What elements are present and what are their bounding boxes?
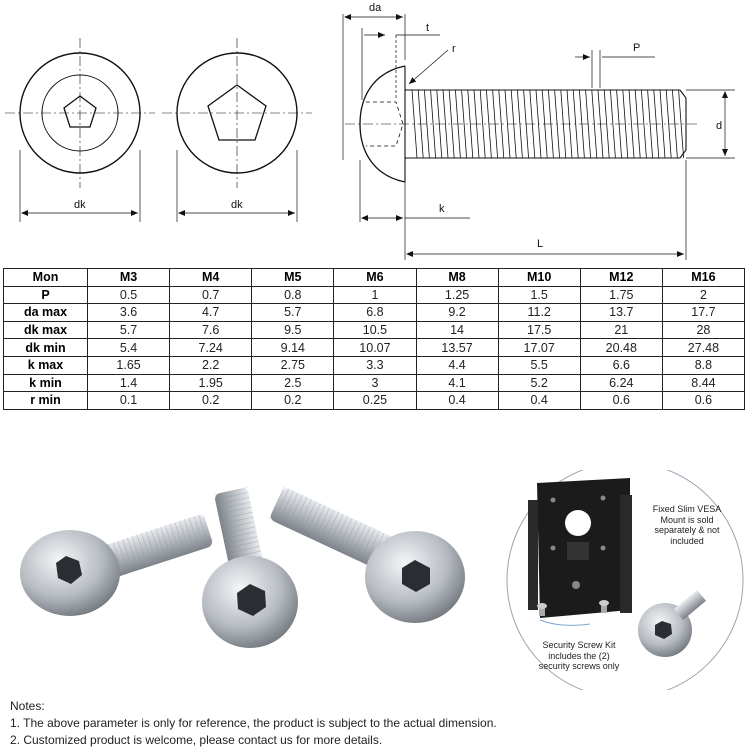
spec-cell: 2.5: [252, 374, 334, 392]
spec-cell: 9.14: [252, 339, 334, 357]
header-size: M5: [252, 269, 334, 287]
spec-cell: 13.7: [580, 304, 662, 322]
length-label: L: [537, 238, 544, 250]
spec-cell: 0.4: [416, 392, 498, 410]
mount-note-line: included: [670, 535, 704, 546]
r-label: r: [452, 43, 456, 55]
spec-cell: 5.5: [498, 356, 580, 374]
top-view-small-socket: [5, 38, 155, 222]
spec-row: [4, 374, 745, 392]
header-size: M12: [580, 269, 662, 287]
spec-cell: 5.7: [88, 321, 170, 339]
spec-cell: 1.25: [416, 286, 498, 304]
spec-cell: 17.7: [662, 304, 744, 322]
dk-label-left: dk: [74, 199, 86, 211]
kit-note-line: security screws only: [538, 661, 620, 671]
spec-cell: 8.8: [662, 356, 744, 374]
spec-row: [4, 304, 745, 322]
kit-note-line: includes the (2): [548, 650, 610, 661]
spec-cell: 0.5: [88, 286, 170, 304]
spec-cell: 17.07: [498, 339, 580, 357]
screw-photo-right: [269, 487, 465, 623]
header-size: M16: [662, 269, 744, 287]
spec-cell: 1.4: [88, 374, 170, 392]
spec-cell: 4.1: [416, 374, 498, 392]
spec-cell: 4.7: [170, 304, 252, 322]
spec-cell: 0.6: [662, 392, 744, 410]
spec-cell: 5.2: [498, 374, 580, 392]
k-label: k: [439, 203, 445, 215]
spec-cell: 14: [416, 321, 498, 339]
spec-cell: 1: [334, 286, 416, 304]
spec-cell: 13.57: [416, 339, 498, 357]
spec-cell: 3.3: [334, 356, 416, 374]
spec-cell: 4.4: [416, 356, 498, 374]
spec-cell: 10.5: [334, 321, 416, 339]
notes: [10, 698, 497, 749]
spec-cell: 0.1: [88, 392, 170, 410]
technical-drawing: [0, 0, 750, 262]
header-size: M8: [416, 269, 498, 287]
mount-note-line: separately & not: [654, 525, 720, 535]
spec-row-label: dk max: [4, 321, 88, 339]
spec-cell: 0.8: [252, 286, 334, 304]
spec-cell: 10.07: [334, 339, 416, 357]
spec-cell: 9.2: [416, 304, 498, 322]
header-size: M3: [88, 269, 170, 287]
spec-cell: 6.8: [334, 304, 416, 322]
spec-cell: 7.24: [170, 339, 252, 357]
header-size: M10: [498, 269, 580, 287]
product-photo: [0, 470, 750, 690]
mount-note-line: Mount is sold: [660, 514, 714, 525]
header-mon: Mon: [4, 269, 88, 287]
spec-row-label: k min: [4, 374, 88, 392]
spec-cell: 17.5: [498, 321, 580, 339]
spec-cell: 20.48: [580, 339, 662, 357]
spec-cell: 3: [334, 374, 416, 392]
top-view-large-socket: [162, 38, 312, 222]
spec-cell: 3.6: [88, 304, 170, 322]
spec-table-header: [4, 269, 745, 287]
notes-title: Notes:: [10, 699, 45, 713]
da-label: da: [369, 2, 382, 14]
spec-cell: 27.48: [662, 339, 744, 357]
spec-cell: 7.6: [170, 321, 252, 339]
note-line-2: 2. Customized product is welcome, please contact us for more details.: [10, 733, 383, 747]
t-label: t: [426, 22, 430, 34]
spec-cell: 9.5: [252, 321, 334, 339]
spec-cell: 1.95: [170, 374, 252, 392]
spec-cell: 2: [662, 286, 744, 304]
spec-cell: 2.75: [252, 356, 334, 374]
spec-row: [4, 286, 745, 304]
spec-cell: 0.7: [170, 286, 252, 304]
spec-cell: 1.5: [498, 286, 580, 304]
header-size: M4: [170, 269, 252, 287]
spec-row-label: P: [4, 286, 88, 304]
spec-cell: 0.6: [580, 392, 662, 410]
mount-note-line: Fixed Slim VESA: [652, 504, 722, 514]
spec-cell: 0.2: [252, 392, 334, 410]
spec-cell: 11.2: [498, 304, 580, 322]
side-view-screw: [343, 14, 735, 260]
spec-cell: 1.75: [580, 286, 662, 304]
spec-cell: 28: [662, 321, 744, 339]
spec-cell: 21: [580, 321, 662, 339]
spec-cell: 6.24: [580, 374, 662, 392]
spec-row: [4, 356, 745, 374]
spec-cell: 5.4: [88, 339, 170, 357]
spec-row-label: dk min: [4, 339, 88, 357]
spec-table: [3, 268, 745, 410]
spec-table-body: [4, 269, 745, 410]
kit-note: [524, 640, 634, 672]
d-label: d: [716, 120, 723, 132]
spec-row: [4, 339, 745, 357]
spec-cell: 0.25: [334, 392, 416, 410]
mount-note: [642, 504, 732, 546]
spec-cell: 0.2: [170, 392, 252, 410]
spec-row-label: da max: [4, 304, 88, 322]
spec-cell: 6.6: [580, 356, 662, 374]
spec-cell: 5.7: [252, 304, 334, 322]
pitch-label: P: [633, 42, 641, 54]
spec-cell: 2.2: [170, 356, 252, 374]
note-line-1: 1. The above parameter is only for reference, the product is subject to the actual dimension.: [10, 716, 497, 730]
spec-row-label: k max: [4, 356, 88, 374]
kit-note-line: Security Screw Kit: [542, 640, 616, 650]
spec-cell: 8.44: [662, 374, 744, 392]
screw-photo-left: [20, 513, 214, 616]
spec-cell: 0.4: [498, 392, 580, 410]
spec-row: [4, 392, 745, 410]
spec-cell: 1.65: [88, 356, 170, 374]
spec-row: [4, 321, 745, 339]
spec-row-label: r min: [4, 392, 88, 410]
dk-label-right: dk: [231, 199, 243, 211]
header-size: M6: [334, 269, 416, 287]
